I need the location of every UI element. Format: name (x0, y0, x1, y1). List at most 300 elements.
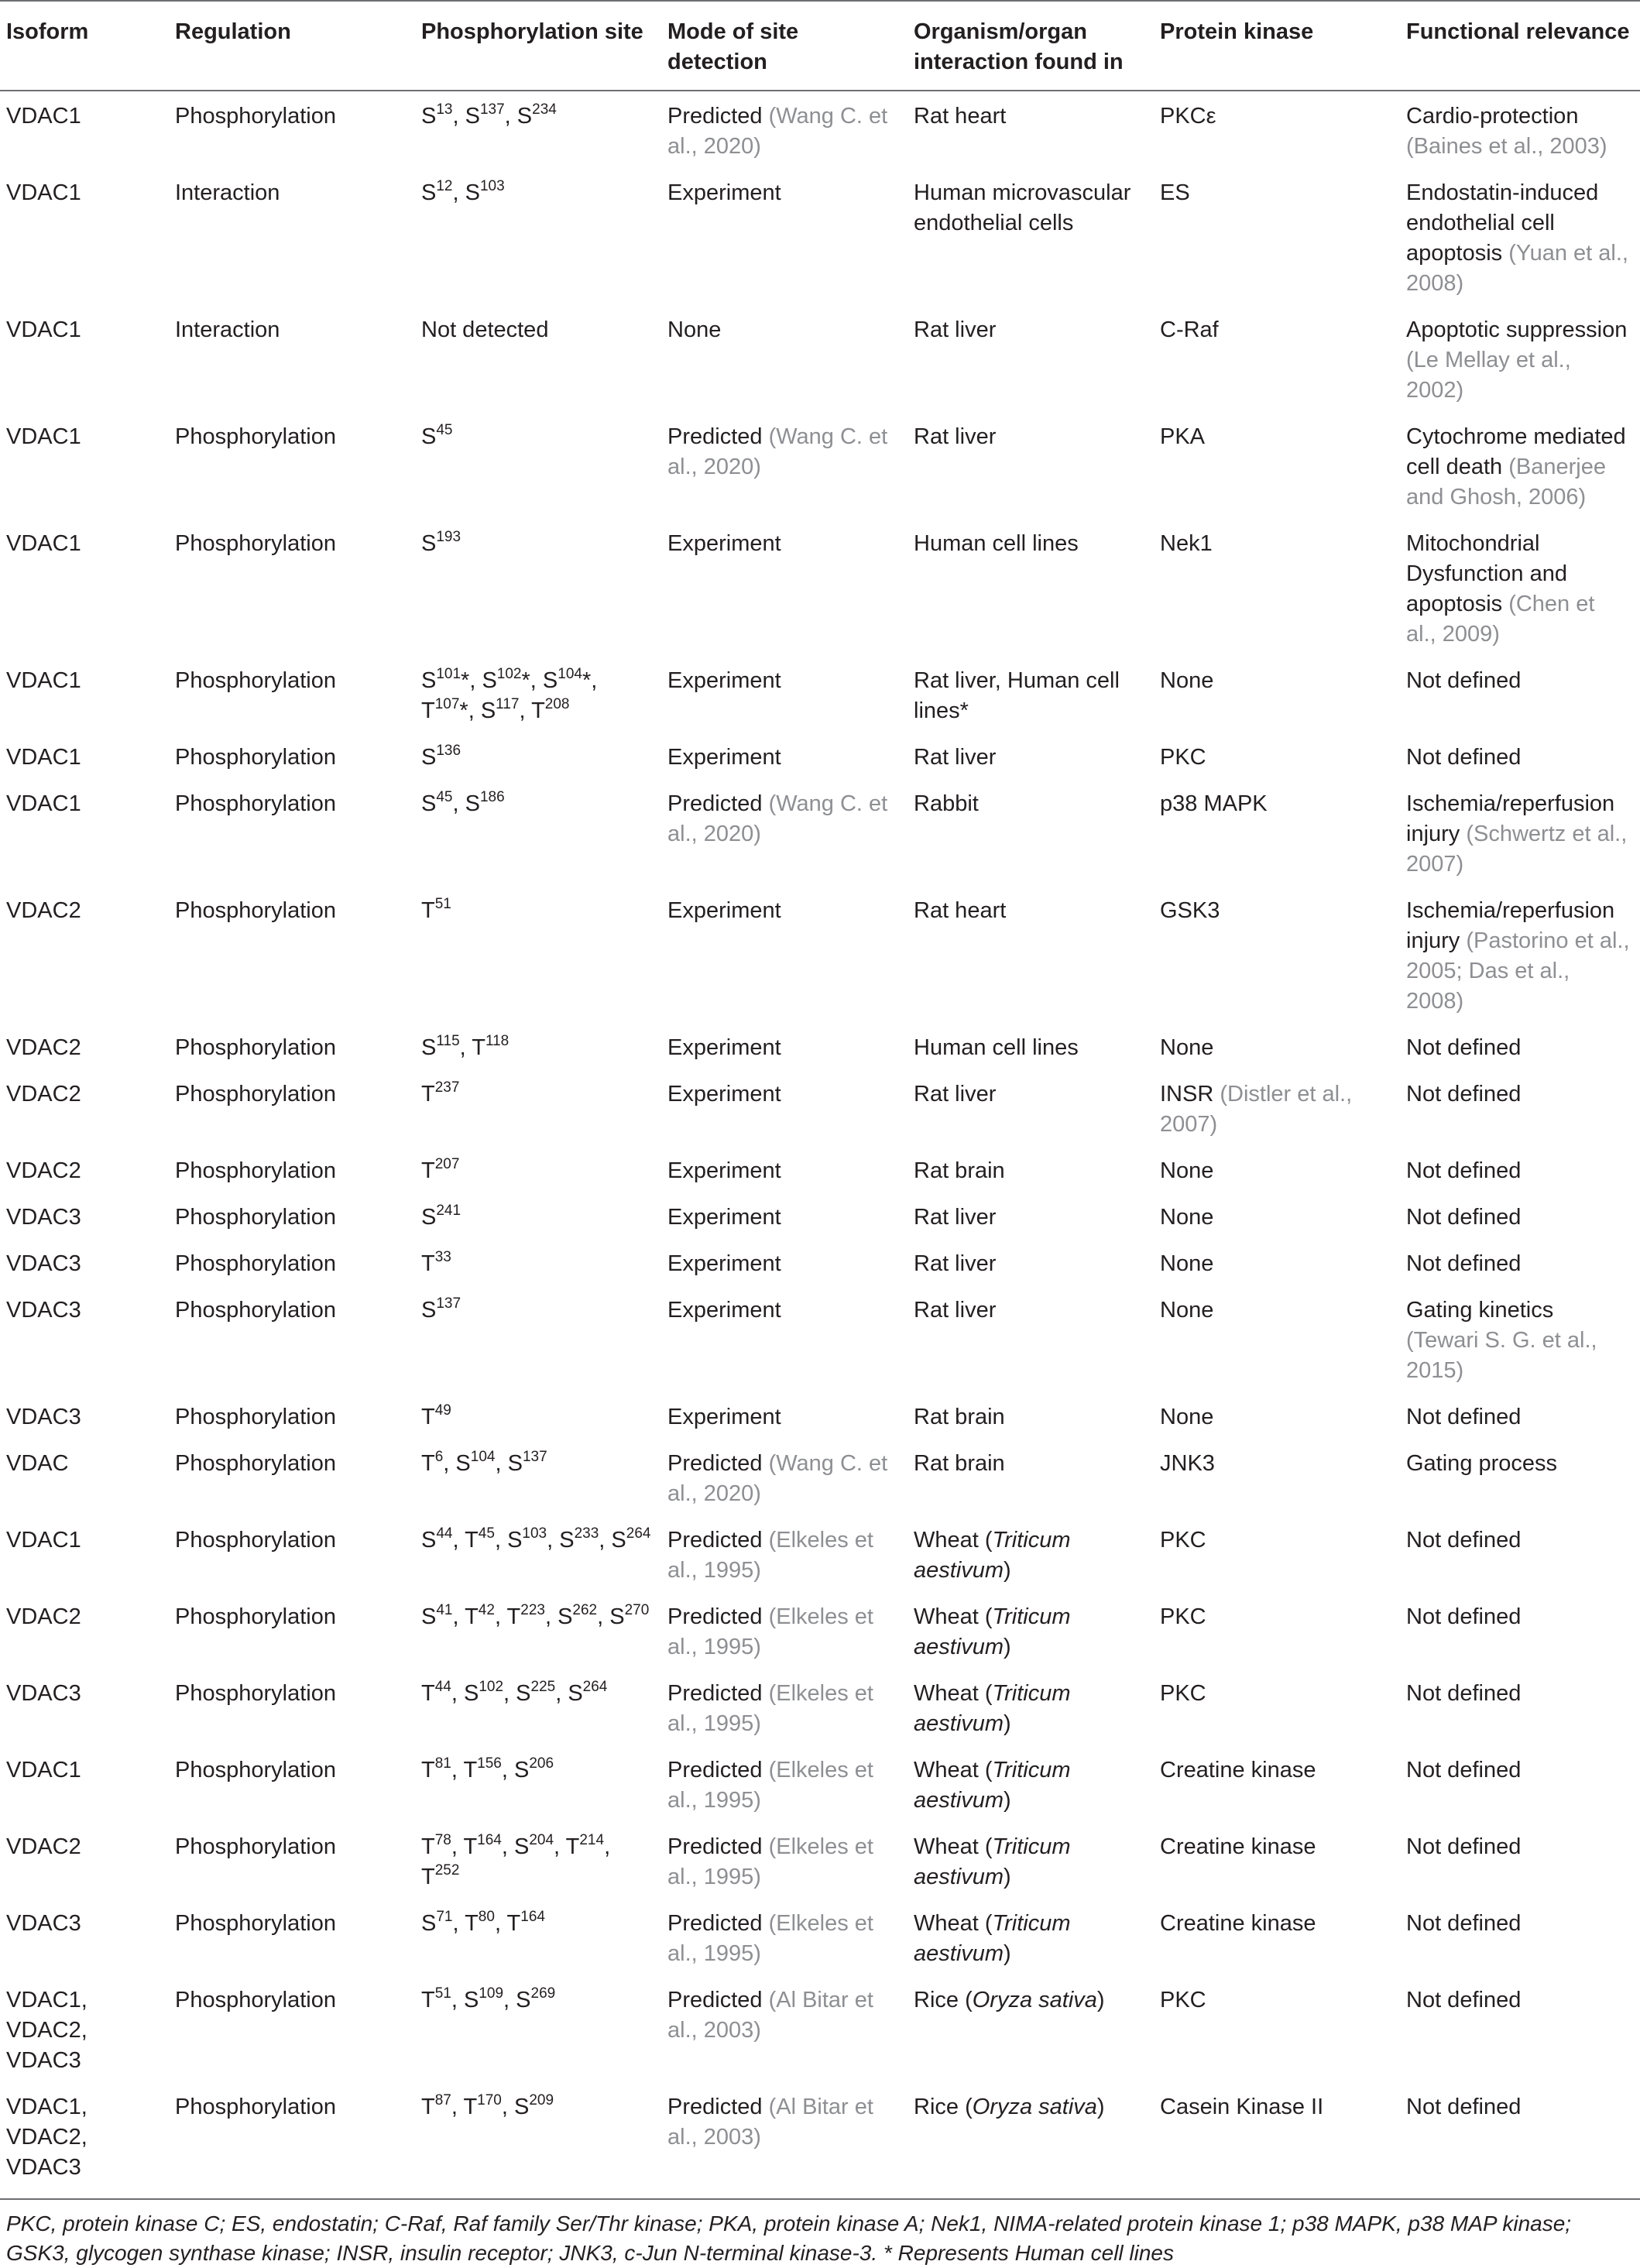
residue (558, 1604, 597, 1629)
residue (421, 1681, 451, 1706)
residue (566, 1834, 604, 1859)
cell-organism: Rat heart (914, 104, 1007, 129)
residue (611, 1525, 651, 1553)
residue-letter: S (516, 1681, 531, 1706)
residue-position: 81 (434, 1755, 451, 1772)
text: , (519, 698, 532, 723)
residue-position: 6 (434, 1449, 444, 1465)
table-row (0, 168, 1640, 305)
cell-protein-kinase: p38 MAPK (1160, 791, 1268, 816)
residue-letter: T (463, 2095, 478, 2119)
text: Ischemia/reperfusion injury (1406, 791, 1615, 846)
cell-protein-kinase: None (1160, 1158, 1214, 1183)
residue (464, 1681, 503, 1706)
residue-letter: T (506, 1911, 521, 1936)
text: *, (521, 668, 543, 693)
residue (465, 791, 505, 816)
cell-regulation: Interaction (175, 317, 280, 342)
cell-isoform: VDAC1 (6, 424, 81, 449)
text: Wheat ( (914, 1911, 993, 1936)
residue-position: 206 (529, 1755, 554, 1772)
residue-letter: S (558, 1604, 573, 1629)
residue-position: 45 (436, 422, 453, 438)
table-row (0, 1285, 1640, 1392)
cell-protein-kinase: None (1160, 668, 1214, 693)
cell-functional-relevance: Not defined (1406, 1251, 1522, 1276)
cell-regulation: Phosphorylation (175, 1604, 336, 1629)
residue-position: 137 (479, 101, 505, 118)
text: , (604, 1834, 611, 1859)
residue-letter: S (421, 1205, 437, 1230)
citation-link[interactable]: (Le Mellay et al., 2002) (1406, 348, 1571, 403)
residue-position: 233 (574, 1525, 599, 1542)
residue-position: 45 (478, 1525, 495, 1542)
residue (463, 2092, 502, 2119)
cell-functional-relevance (1400, 1285, 1640, 1392)
residue (421, 1862, 460, 1889)
text: Predicted (667, 2095, 769, 2119)
citation-link[interactable]: (Al Bitar et al., 2003) (667, 1988, 873, 2043)
residue (421, 1295, 461, 1323)
residue (421, 898, 451, 923)
residue-letter: S (421, 1035, 437, 1060)
citation-link[interactable]: (Wang C. et al., 2020) (667, 424, 888, 479)
cell-regulation: Phosphorylation (175, 1528, 336, 1553)
residue-letter: S (421, 791, 437, 816)
text: Predicted (667, 791, 769, 816)
text: , (452, 1528, 465, 1553)
residue-letter: T (531, 698, 545, 723)
table-row (0, 1899, 1640, 1975)
citation-link[interactable]: (Banerjee and Ghosh, 2006) (1406, 455, 1606, 510)
citation-link[interactable]: (Wang C. et al., 2020) (667, 1451, 888, 1506)
residue (421, 668, 461, 693)
residue-position: 101 (436, 666, 461, 682)
cell-phosphorylation-site (415, 1515, 661, 1592)
cell-phosphorylation-site (415, 779, 661, 886)
residue (421, 101, 453, 129)
table-row (0, 733, 1640, 779)
cell-functional-relevance (1400, 91, 1640, 168)
residue-letter: S (542, 668, 558, 693)
cell-regulation: Phosphorylation (175, 2095, 336, 2119)
citation-link[interactable]: (Baines et al., 2003) (1406, 134, 1607, 159)
text: Endostatin-induced endothelial cell apoptosis (1406, 180, 1599, 266)
cell-regulation: Phosphorylation (175, 898, 336, 923)
residue-position: 78 (434, 1832, 451, 1848)
cell-detection-mode: Experiment (667, 1405, 781, 1429)
text: , (495, 1451, 508, 1476)
text: INSR (1160, 1082, 1220, 1107)
citation-link[interactable]: (Wang C. et al., 2020) (667, 104, 888, 159)
residue-position: 12 (436, 178, 453, 194)
text: Predicted (667, 1988, 769, 2012)
cell-detection-mode (661, 1592, 907, 1669)
cell-phosphorylation-site (415, 1239, 661, 1285)
cell-phosphorylation-site (415, 1069, 661, 1146)
cell-organism: Rat liver (914, 1082, 997, 1107)
cell-organism (907, 1745, 1154, 1822)
cell-isoform: VDAC1 (6, 180, 81, 205)
residue (455, 1451, 495, 1476)
text: Rice ( (914, 1988, 973, 2012)
cell-detection-mode: None (667, 317, 722, 342)
residue-letter: S (421, 424, 437, 449)
species-name: Triticum aestivum (914, 1911, 1071, 1966)
species-name: Oryza sativa (972, 2095, 1097, 2119)
residue-letter: T (421, 1758, 435, 1782)
residue-letter: T (465, 1604, 479, 1629)
cell-isoform: VDAC1 (6, 1758, 81, 1782)
cell-organism: Rabbit (914, 791, 979, 816)
residue-position: 104 (470, 1449, 496, 1465)
residue (465, 1525, 495, 1553)
cell-organism: Human microvascular endothelial cells (914, 180, 1131, 235)
cell-organism (907, 1822, 1154, 1899)
table-row (0, 1822, 1640, 1899)
cell-protein-kinase: PKC (1160, 1604, 1206, 1629)
residue-letter: S (421, 531, 437, 556)
residue (507, 1604, 545, 1629)
residue (421, 1079, 460, 1107)
residue-position: 71 (436, 1909, 453, 1925)
cell-organism (907, 1592, 1154, 1669)
citation-link[interactable]: (Elkeles et al., 1995) (667, 1604, 873, 1659)
citation-link[interactable]: (Elkeles et al., 1995) (667, 1758, 873, 1813)
text: , (452, 1911, 465, 1936)
cell-isoform: VDAC3 (6, 1681, 81, 1706)
residue-letter: T (421, 698, 435, 723)
species-name: Oryza sativa (972, 1988, 1097, 2012)
text: , (501, 2095, 514, 2119)
cell-isoform: VDAC2 (6, 1158, 81, 1183)
cell-regulation: Phosphorylation (175, 1911, 336, 1936)
cell-phosphorylation-site (415, 1439, 661, 1515)
cell-protein-kinase: PKC (1160, 1528, 1206, 1553)
cell-detection-mode (661, 1822, 907, 1899)
text: ) (1096, 2095, 1105, 2119)
cell-organism: Rat brain (914, 1405, 1005, 1429)
residue-letter: S (421, 1604, 437, 1629)
citation-link[interactable]: (Elkeles et al., 1995) (667, 1681, 873, 1736)
residue (421, 1402, 451, 1429)
table-row (0, 1515, 1640, 1592)
cell-organism: Rat brain (914, 1451, 1005, 1476)
residue (465, 180, 505, 205)
cell-regulation: Phosphorylation (175, 1035, 336, 1060)
cell-organism: Human cell lines (914, 1035, 1079, 1060)
text: , (494, 1528, 508, 1553)
cell-protein-kinase: GSK3 (1160, 898, 1220, 923)
residue (421, 1525, 453, 1553)
residue-position: 207 (434, 1156, 460, 1172)
citation-link[interactable]: (Elkeles et al., 1995) (667, 1834, 873, 1889)
text: , (452, 180, 465, 205)
text: Gating kinetics (1406, 1298, 1554, 1323)
text: , (451, 1758, 464, 1782)
residue-position: 13 (436, 101, 453, 118)
cell-protein-kinase: Creatine kinase (1160, 1758, 1316, 1782)
cell-regulation: Phosphorylation (175, 668, 336, 693)
cell-isoform: VDAC1, VDAC2, VDAC3 (6, 2095, 87, 2180)
cell-functional-relevance: Not defined (1406, 2095, 1522, 2119)
residue (531, 698, 569, 723)
citation-link[interactable]: (Elkeles et al., 1995) (667, 1528, 873, 1583)
cell-detection-mode: Experiment (667, 1082, 781, 1107)
cell-protein-kinase: Casein Kinase II (1160, 2095, 1324, 2119)
residue (421, 1604, 452, 1629)
cell-regulation: Phosphorylation (175, 531, 336, 556)
citation-link[interactable]: (Chen et al., 2009) (1406, 592, 1595, 647)
residue-letter: T (421, 1834, 435, 1859)
residue-letter: T (463, 1758, 478, 1782)
cell-regulation: Phosphorylation (175, 745, 336, 770)
cell-protein-kinase (1154, 1069, 1400, 1146)
citation-link[interactable]: (Distler et al., 2007) (1160, 1082, 1353, 1137)
cell-regulation: Phosphorylation (175, 1298, 336, 1323)
residue-letter: S (421, 668, 437, 693)
cell-phosphorylation-site (415, 1592, 661, 1669)
cell-protein-kinase: PKCε (1160, 104, 1216, 129)
table-row (0, 305, 1640, 412)
cell-phosphorylation-site (415, 412, 661, 519)
residue-position: 193 (436, 529, 461, 545)
residue (516, 1681, 555, 1706)
text: , (452, 1604, 465, 1629)
text: , (494, 1911, 507, 1936)
text: , (555, 1681, 568, 1706)
text: Predicted (667, 1834, 769, 1859)
residue (421, 531, 461, 556)
residue-position: 264 (626, 1525, 651, 1542)
citation-link[interactable]: (Wang C. et al., 2020) (667, 791, 888, 846)
cell-isoform: VDAC2 (6, 1082, 81, 1107)
cell-phosphorylation-site (415, 1285, 661, 1392)
text: , (547, 1528, 560, 1553)
citation-link[interactable]: (Al Bitar et al., 2003) (667, 2095, 873, 2150)
cell-detection-mode (661, 1439, 907, 1515)
cell-organism: Rat liver (914, 1298, 997, 1323)
text: , (451, 1681, 464, 1706)
residue (472, 1035, 509, 1060)
text: Cardio-protection (1406, 104, 1579, 129)
residue-position: 164 (520, 1909, 545, 1925)
residue-position: 234 (532, 101, 557, 118)
cell-functional-relevance: Not defined (1406, 1988, 1522, 2012)
residue-position: 225 (530, 1679, 556, 1695)
cell-functional-relevance (1400, 305, 1640, 412)
residue (421, 1251, 451, 1276)
residue (609, 1604, 649, 1629)
table-row (0, 1745, 1640, 1822)
residue (508, 1451, 547, 1476)
cell-detection-mode: Experiment (667, 668, 781, 693)
text: Wheat ( (914, 1758, 993, 1782)
cell-protein-kinase: None (1160, 1035, 1214, 1060)
cell-functional-relevance (1400, 886, 1640, 1023)
cell-functional-relevance: Not defined (1406, 1834, 1522, 1859)
citation-link[interactable]: (Pastorino et al., 2005; Das et al., 2008) (1406, 928, 1630, 1014)
residue (421, 745, 461, 770)
cell-isoform: VDAC3 (6, 1911, 81, 1936)
residue-letter: S (463, 1988, 479, 2012)
residue-position: 107 (434, 696, 460, 712)
text: , (452, 104, 465, 129)
residue-position: 109 (479, 1985, 504, 2002)
cell-detection-mode: Experiment (667, 1298, 781, 1323)
residue (516, 1985, 556, 2012)
residue-letter: S (507, 1451, 523, 1476)
residue-letter: S (609, 1604, 625, 1629)
residue-letter: T (463, 1834, 478, 1859)
residue-position: 51 (434, 896, 451, 912)
text: , (504, 104, 517, 129)
cell-isoform: VDAC3 (6, 1205, 81, 1230)
cell-organism: Rat liver (914, 424, 997, 449)
citation-link[interactable]: (Yuan et al., 2008) (1406, 241, 1628, 296)
cell-phosphorylation-site (415, 519, 661, 656)
residue-position: 51 (434, 1985, 451, 2002)
text: *, (459, 698, 481, 723)
cell-isoform: VDAC1 (6, 104, 81, 129)
cell-isoform: VDAC3 (6, 1251, 81, 1276)
cell-functional-relevance: Gating process (1406, 1451, 1558, 1476)
cell-functional-relevance: Not defined (1406, 1681, 1522, 1706)
cell-isoform: VDAC2 (6, 898, 81, 923)
residue (481, 698, 520, 723)
residue-position: 252 (434, 1862, 460, 1879)
table-row (0, 1239, 1640, 1285)
cell-phosphorylation-site (415, 1822, 661, 1899)
cell-detection-mode (661, 1669, 907, 1745)
residue-position: 102 (479, 1679, 504, 1695)
cell-detection-mode (661, 2082, 907, 2198)
cell-functional-relevance (1400, 412, 1640, 519)
header-mode-of-detection: Mode of site detection (661, 1, 907, 91)
cell-isoform: VDAC1 (6, 668, 81, 693)
cell-phosphorylation-site (415, 1392, 661, 1439)
text: *, (582, 668, 598, 693)
residue-letter: S (465, 180, 480, 205)
residue (421, 1911, 452, 1936)
residue (463, 1755, 502, 1782)
cell-functional-relevance: Not defined (1406, 1035, 1522, 1060)
citation-link[interactable]: (Tewari S. G. et al., 2015) (1406, 1328, 1597, 1383)
cell-protein-kinase: PKC (1160, 745, 1206, 770)
residue-letter: S (559, 1528, 575, 1553)
table-body (0, 91, 1640, 2198)
cell-detection-mode (661, 1745, 907, 1822)
cell-organism (907, 1669, 1154, 1745)
residue (514, 1834, 554, 1859)
cell-phosphorylation-site (415, 656, 661, 733)
cell-functional-relevance: Not defined (1406, 1405, 1522, 1429)
cell-detection-mode: Experiment (667, 1035, 781, 1060)
cell-phosphorylation-site (415, 1975, 661, 2082)
cell-regulation: Phosphorylation (175, 1405, 336, 1429)
residue-position: 136 (436, 743, 461, 759)
table-row (0, 886, 1640, 1023)
header-regulation: Regulation (169, 1, 415, 91)
text: Wheat ( (914, 1681, 993, 1706)
cell-protein-kinase: None (1160, 1251, 1214, 1276)
cell-detection-mode (661, 1975, 907, 2082)
citation-link[interactable]: (Elkeles et al., 1995) (667, 1911, 873, 1966)
cell-isoform: VDAC1 (6, 745, 81, 770)
residue-letter: S (455, 1451, 471, 1476)
cell-functional-relevance: Not defined (1406, 1205, 1522, 1230)
cell-detection-mode: Experiment (667, 1251, 781, 1276)
table-row (0, 519, 1640, 656)
cell-protein-kinase: PKA (1160, 424, 1206, 449)
cell-protein-kinase: None (1160, 1298, 1214, 1323)
residue (463, 1985, 504, 2012)
text: Wheat ( (914, 1528, 993, 1553)
cell-isoform: VDAC1, VDAC2, VDAC3 (6, 1988, 87, 2073)
cell-organism (907, 1975, 1154, 2082)
text: , (544, 1604, 558, 1629)
cell-detection-mode (661, 91, 907, 168)
text: Predicted (667, 424, 769, 449)
residue-letter: T (472, 1035, 485, 1060)
residue-letter: T (465, 1528, 479, 1553)
cell-phosphorylation-site (415, 91, 661, 168)
header-isoform: Isoform (0, 1, 169, 91)
residue-letter: S (514, 2095, 530, 2119)
residue-position: 104 (558, 666, 582, 682)
residue-letter: T (421, 1158, 435, 1183)
residue-position: 214 (579, 1832, 605, 1848)
residue-position: 269 (530, 1985, 556, 2002)
residue (507, 1911, 545, 1936)
cell-isoform: VDAC2 (6, 1604, 81, 1629)
cell-phosphorylation-site: Not detected (421, 317, 549, 342)
residue-position: 118 (485, 1033, 509, 1049)
table-row (0, 1392, 1640, 1439)
residue-letter: T (421, 1865, 435, 1889)
cell-isoform: VDAC1 (6, 1528, 81, 1553)
text: ) (1004, 1788, 1011, 1813)
text: Predicted (667, 1528, 769, 1553)
residue (421, 1451, 443, 1476)
text: , (501, 1758, 514, 1782)
species-name: Triticum aestivum (914, 1758, 1071, 1813)
header-protein-kinase: Protein kinase (1154, 1, 1400, 91)
text: , (452, 791, 465, 816)
cell-organism (907, 1515, 1154, 1592)
cell-detection-mode: Experiment (667, 180, 781, 205)
cell-regulation: Phosphorylation (175, 1082, 336, 1107)
residue-position: 103 (522, 1525, 547, 1542)
residue-position: 137 (522, 1449, 547, 1465)
residue (421, 1755, 451, 1782)
table-row (0, 1669, 1640, 1745)
residue-letter: S (421, 745, 437, 770)
residue (465, 1911, 495, 1936)
residue-position: 264 (582, 1679, 608, 1695)
residue-position: 44 (434, 1679, 451, 1695)
cell-protein-kinase: None (1160, 1405, 1214, 1429)
table-header (0, 1, 1640, 91)
residue (568, 1681, 607, 1706)
cell-phosphorylation-site (415, 168, 661, 305)
citation-link[interactable]: (Schwertz et al., 2007) (1406, 822, 1628, 877)
cell-detection-mode: Experiment (667, 1158, 781, 1183)
cell-protein-kinase: JNK3 (1160, 1451, 1215, 1476)
residue-letter: T (421, 1405, 435, 1429)
cell-functional-relevance: Not defined (1406, 745, 1522, 770)
cell-regulation: Phosphorylation (175, 1681, 336, 1706)
